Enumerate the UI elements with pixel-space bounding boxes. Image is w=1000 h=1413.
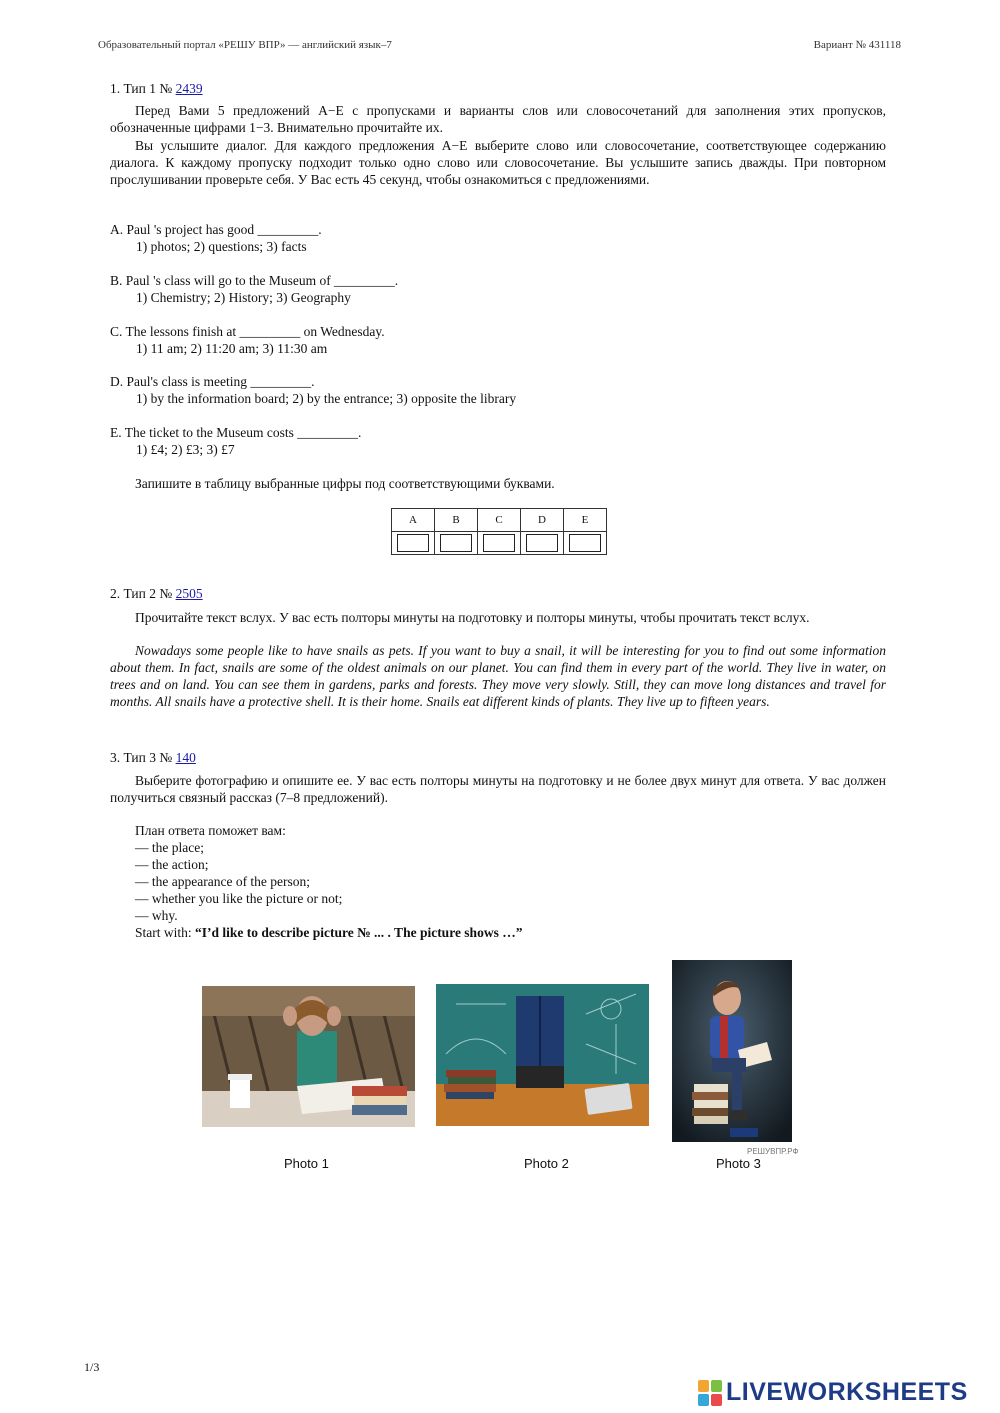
liveworksheets-text: LIVEWORKSHEETS xyxy=(726,1378,968,1406)
question-a xyxy=(110,221,322,255)
task1-intro1: Перед Вами 5 предложений A−E с пропусками и варианты слов или словосочетаний для заполнения этих пропусков, обозначенные цифрами 1−3. Внимательно прочитайте их. xyxy=(110,103,886,135)
task1-link[interactable]: 2439 xyxy=(175,81,203,96)
plan-item: — the place; xyxy=(135,840,204,855)
photo-1-caption: Photo 1 xyxy=(284,1156,329,1171)
answer-header-d: D xyxy=(521,509,564,532)
task1-table-instruction: Запишите в таблицу выбранные цифры под соответствующими буквами. xyxy=(135,476,555,491)
question-letter: E. xyxy=(110,425,122,440)
answer-table xyxy=(391,508,607,555)
question-b xyxy=(110,272,398,306)
question-text: Paul's class is meeting _________. xyxy=(123,374,315,389)
header-right: Вариант № 431118 xyxy=(813,39,901,51)
answer-input-d[interactable] xyxy=(526,534,558,552)
task3-instruction: Выберите фотографию и опишите ее. У вас есть полторы минуты на подготовку и не более двух минут для ответа. У вас должен получиться связный рассказ (7–8 предложений). xyxy=(110,773,886,805)
photo-3-caption: Photo 3 xyxy=(716,1156,761,1171)
plan-item: — the action; xyxy=(135,857,209,872)
liveworksheets-icon xyxy=(698,1380,722,1406)
start-text: “I’d like to describe picture № ... . The picture shows …” xyxy=(195,925,523,940)
answer-header-a: A xyxy=(392,509,435,532)
task2-instruction: Прочитайте текст вслух. У вас есть полторы минуты на подготовку и полторы минуты, чтобы прочитать текст вслух. xyxy=(135,610,810,625)
task2-title xyxy=(110,586,203,602)
task2-reading-text: Nowadays some people like to have snails as pets. If you want to buy a snail, it will be interesting for you to find out some information about them. In fact, snails are some of the oldest animals on our planet. You can find them in every part of the world. They live in water, on trees and on land. You can see them in gardens, parks and forests. They move very slowly. Still, they can move long distances and travel for months. All snails have a protective shell. It is their home. Snails eat different kinds of plants. They live up to fifteen years. xyxy=(110,643,886,709)
plan-title: План ответа поможет вам: xyxy=(135,823,286,838)
task1-title xyxy=(110,81,203,97)
question-options: 1) photos; 2) questions; 3) facts xyxy=(136,239,307,254)
question-options: 1) by the information board; 2) by the entrance; 3) opposite the library xyxy=(136,391,517,406)
photo-2-caption: Photo 2 xyxy=(524,1156,569,1171)
answer-cell-e xyxy=(564,532,607,555)
task3-link[interactable]: 140 xyxy=(175,750,196,765)
task3-title-text: 3. Тип 3 № xyxy=(110,750,176,765)
question-text: The ticket to the Museum costs _________. xyxy=(121,425,362,440)
start-label: Start with: xyxy=(135,925,195,940)
task2-title-text: 2. Тип 2 № xyxy=(110,586,176,601)
answer-cell-d xyxy=(521,532,564,555)
start-with xyxy=(135,924,522,941)
question-letter: D. xyxy=(110,374,124,389)
answer-input-e[interactable] xyxy=(569,534,601,552)
question-options: 1) Chemistry; 2) History; 3) Geography xyxy=(136,290,351,305)
photo-2[interactable] xyxy=(436,984,649,1126)
plan-item: — the appearance of the person; xyxy=(135,874,311,889)
question-letter: A. xyxy=(110,222,124,237)
page-number: 1/3 xyxy=(84,1360,100,1374)
question-c xyxy=(110,323,385,357)
question-letter: C. xyxy=(110,324,123,339)
liveworksheets-logo[interactable] xyxy=(698,1378,968,1407)
task3-title xyxy=(110,750,196,766)
answer-cell-c xyxy=(478,532,521,555)
task2-link[interactable]: 2505 xyxy=(175,586,203,601)
answer-input-c[interactable] xyxy=(483,534,515,552)
answer-cell-b xyxy=(435,532,478,555)
question-e xyxy=(110,424,361,458)
photo-watermark: РЕШУВПР.РФ xyxy=(747,1147,799,1156)
photo-3-image xyxy=(672,960,792,1142)
photo-2-image xyxy=(436,984,649,1126)
answer-header-c: C xyxy=(478,509,521,532)
photo-1[interactable] xyxy=(202,986,415,1127)
question-text: Paul 's class will go to the Museum of _________. xyxy=(122,273,399,288)
question-d xyxy=(110,373,516,407)
photo-1-image xyxy=(202,986,415,1127)
answer-header-b: B xyxy=(435,509,478,532)
answer-input-a[interactable] xyxy=(397,534,429,552)
question-letter: B. xyxy=(110,273,123,288)
task1-intro2: Вы услышите диалог. Для каждого предложения A−E выберите слово или словосочетание, соответствующее содержанию диалога. К каждому пропуску подходит только одно слово или словосочетание. Вы услышите запись дважды. При повторном прослушивании проверьте себя. У Вас есть 45 секунд, чтобы ознакомиться с предложениями. xyxy=(110,138,886,187)
question-options: 1) 11 am; 2) 11:20 am; 3) 11:30 am xyxy=(136,341,328,356)
plan-item: — why. xyxy=(135,908,178,923)
plan-item: — whether you like the picture or not; xyxy=(135,891,343,906)
question-options: 1) £4; 2) £3; 3) £7 xyxy=(136,442,235,457)
task1-title-text: 1. Тип 1 № xyxy=(110,81,176,96)
task3-plan xyxy=(135,822,522,941)
answer-cell-a xyxy=(392,532,435,555)
answer-input-b[interactable] xyxy=(440,534,472,552)
question-text: The lessons finish at _________ on Wednesday. xyxy=(122,324,385,339)
answer-header-e: E xyxy=(564,509,607,532)
photo-3[interactable] xyxy=(672,960,792,1142)
question-text: Paul 's project has good _________. xyxy=(123,222,322,237)
header-left: Образовательный портал «РЕШУ ВПР» — английский язык–7 xyxy=(98,39,392,51)
